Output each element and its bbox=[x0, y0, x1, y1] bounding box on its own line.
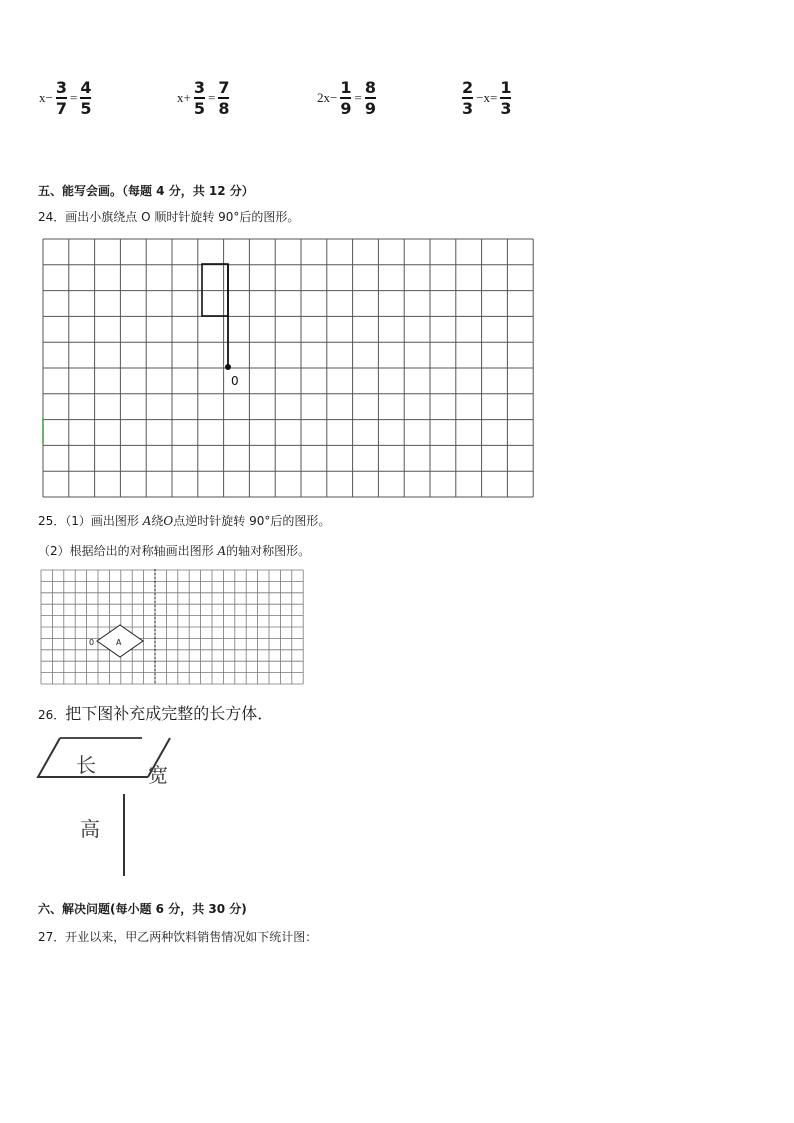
numerator: 4 bbox=[80, 78, 92, 97]
denominator: 7 bbox=[55, 99, 67, 118]
equation-4 bbox=[460, 76, 513, 120]
denominator: 9 bbox=[364, 99, 376, 118]
equation-2 bbox=[176, 76, 231, 120]
q25-grid bbox=[40, 569, 314, 687]
eq2-fraction-right bbox=[218, 79, 229, 117]
point-ref: O bbox=[163, 514, 174, 528]
numerator: 1 bbox=[500, 78, 512, 97]
numerator: 1 bbox=[340, 78, 352, 97]
eq4-op: −x= bbox=[476, 90, 498, 105]
height-label: 高 bbox=[80, 817, 100, 841]
numerator: 3 bbox=[193, 78, 205, 97]
question-text: 把下图补充成完整的长方体． bbox=[65, 704, 274, 723]
denominator: 5 bbox=[193, 99, 205, 118]
question-26 bbox=[38, 701, 273, 724]
width-label: 宽 bbox=[148, 763, 168, 787]
eq3-fraction-right bbox=[365, 79, 376, 117]
text: 绕 bbox=[151, 514, 164, 528]
denominator: 3 bbox=[500, 99, 512, 118]
section-5-title: 五、能写会画。（每题 4 分，共 12 分） bbox=[38, 184, 254, 198]
numerator: 7 bbox=[218, 78, 230, 97]
eq2-fraction-left bbox=[194, 79, 205, 117]
eq3-prefix: 2x− bbox=[317, 90, 338, 105]
equation-1 bbox=[38, 76, 93, 120]
section-6-title: 六、解决问题(每小题 6 分，共 30 分) bbox=[38, 902, 247, 916]
text: 25．（1）画出图形 bbox=[38, 514, 143, 528]
eq1-fraction-left bbox=[56, 79, 67, 117]
point-o-label: 0 bbox=[231, 374, 239, 388]
shape-ref: A bbox=[217, 544, 227, 558]
question-number: 26． bbox=[38, 708, 66, 722]
denominator: 5 bbox=[80, 99, 92, 118]
eq4-fraction-left bbox=[462, 79, 473, 117]
numerator: 2 bbox=[462, 78, 474, 97]
eq1-op: = bbox=[69, 90, 78, 105]
text: 点逆时针旋转 90°后的图形。 bbox=[173, 514, 331, 528]
eq1-prefix: x− bbox=[39, 90, 53, 105]
shape-a-label: A bbox=[116, 638, 122, 647]
cuboid-sketch bbox=[36, 730, 236, 880]
point-o-label: 0 bbox=[89, 638, 95, 647]
denominator: 3 bbox=[462, 99, 474, 118]
denominator: 9 bbox=[340, 99, 352, 118]
numerator: 8 bbox=[364, 78, 376, 97]
question-25-part-1 bbox=[38, 512, 330, 529]
question-24: 24．画出小旗绕点 O 顺时针旋转 90°后的图形。 bbox=[38, 210, 300, 224]
eq4-fraction-right bbox=[500, 79, 511, 117]
eq3-op: = bbox=[354, 90, 362, 105]
eq1-fraction-right bbox=[80, 79, 91, 117]
length-label: 长 bbox=[76, 753, 96, 777]
eq3-fraction-left bbox=[340, 79, 351, 117]
q24-grid bbox=[42, 238, 546, 498]
point-o bbox=[225, 364, 231, 370]
text: （2）根据给出的对称轴画出图形 bbox=[38, 544, 218, 558]
shape-ref: A bbox=[142, 514, 152, 528]
eq2-op: = bbox=[207, 90, 216, 105]
question-25-part-2 bbox=[38, 542, 310, 559]
eq2-prefix: x+ bbox=[177, 90, 191, 105]
denominator: 8 bbox=[218, 99, 230, 118]
question-27: 27．开业以来，甲乙两种饮料销售情况如下统计图： bbox=[38, 930, 318, 944]
text: 的轴对称图形。 bbox=[226, 544, 311, 558]
equation-3 bbox=[316, 76, 378, 120]
numerator: 3 bbox=[55, 78, 67, 97]
